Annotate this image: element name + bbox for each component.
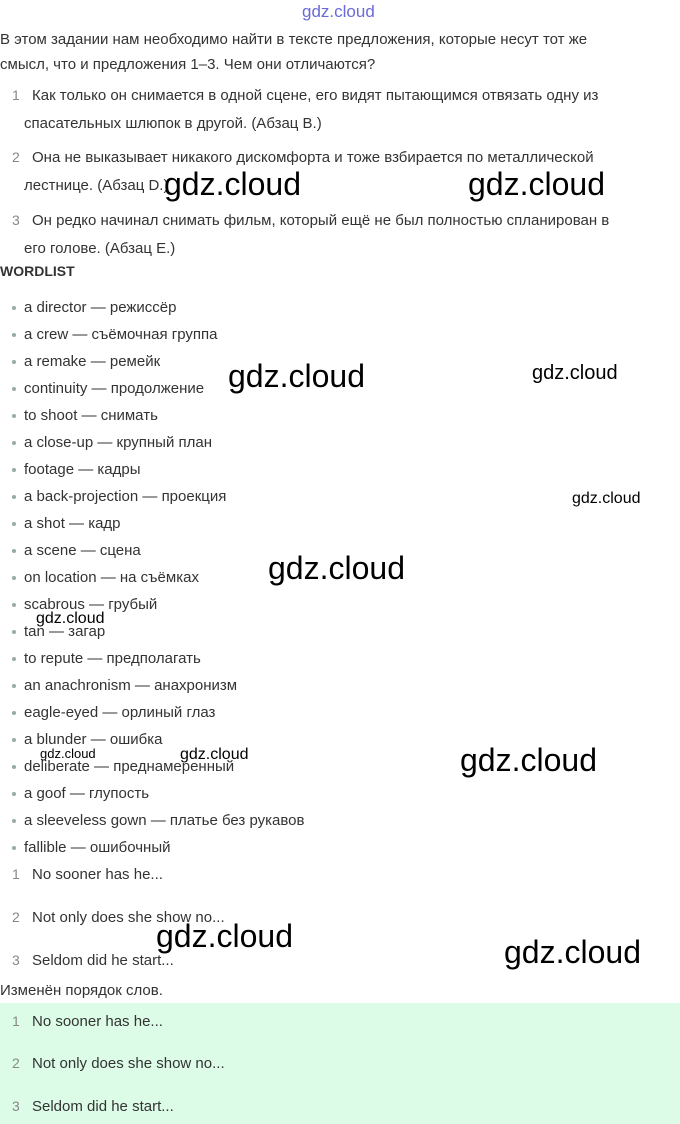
bullet-icon <box>12 684 16 688</box>
bullet-icon <box>12 792 16 796</box>
bullet-icon <box>12 441 16 445</box>
list-item: to shoot — снимать <box>12 406 158 426</box>
list-item: a director — режиссёр <box>12 298 176 318</box>
bullet-icon <box>12 819 16 823</box>
list-item: a blunder — ошибка <box>12 730 162 750</box>
watermark: gdz.cloud <box>36 610 105 627</box>
wordlist-heading: WORDLIST <box>0 263 75 279</box>
answer-number: 3 <box>12 952 20 968</box>
bullet-icon <box>12 306 16 310</box>
bullet-icon <box>12 333 16 337</box>
list-item: a back-projection — проекция <box>12 487 226 507</box>
answer-text: No sooner has he... <box>32 1013 163 1030</box>
task-item-number: 3 <box>12 212 20 228</box>
conclusion-text: Изменён порядок слов. <box>0 982 163 999</box>
list-item: scabrous — грубый <box>12 595 157 615</box>
answer-number: 3 <box>12 1098 20 1114</box>
list-item: continuity — продолжение <box>12 379 204 399</box>
bullet-icon <box>12 576 16 580</box>
watermark: gdz.cloud <box>156 918 293 954</box>
answer-number: 2 <box>12 1055 20 1071</box>
bullet-icon <box>12 468 16 472</box>
list-item: fallible — ошибочный <box>12 838 170 858</box>
watermark: gdz.cloud <box>268 550 405 586</box>
list-item: tan — загар <box>12 622 105 642</box>
task-item-text: Он редко начинал снимать фильм, который ещё не был полностью спланирован в <box>32 212 610 229</box>
bullet-icon <box>12 360 16 364</box>
watermark: gdz.cloud <box>228 358 365 394</box>
task-item-text: Она не выказывает никакого дискомфорта и тоже взбирается по металлической <box>32 149 594 166</box>
list-item: deliberate — преднамеренный <box>12 757 234 777</box>
watermark: gdz.cloud <box>460 742 597 778</box>
bullet-icon <box>12 549 16 553</box>
bullet-icon <box>12 846 16 850</box>
bullet-icon <box>12 657 16 661</box>
list-item: footage — кадры <box>12 460 141 480</box>
watermark: gdz.cloud <box>180 746 249 763</box>
answer-text: No sooner has he... <box>32 866 163 883</box>
watermark: gdz.cloud <box>468 166 605 202</box>
task-item-text: его голове. (Абзац Е.) <box>24 240 176 257</box>
task-item-number: 1 <box>12 87 20 103</box>
answer-text: Seldom did he start... <box>32 952 174 969</box>
bullet-icon <box>12 711 16 715</box>
watermark: gdz.cloud <box>532 362 618 384</box>
bullet-icon <box>12 387 16 391</box>
task-item-text: лестнице. (Абзац D.) <box>24 177 169 194</box>
answer-text: Seldom did he start... <box>32 1098 174 1115</box>
list-item: a scene — сцена <box>12 541 141 561</box>
bullet-icon <box>12 603 16 607</box>
task-text-line2: смысл, что и предложения 1–3. Чем они отличаются? <box>0 56 376 73</box>
list-item: on location — на съёмках <box>12 568 199 588</box>
task-item-text: Как только он снимается в одной сцене, его видят пытающимся отвязать одну из <box>32 87 599 104</box>
answer-text: Not only does she show no... <box>32 1055 225 1072</box>
task-item-number: 2 <box>12 149 20 165</box>
site-logo[interactable]: gdz.cloud <box>302 2 375 21</box>
watermark: gdz.cloud <box>164 166 301 202</box>
bullet-icon <box>12 630 16 634</box>
list-item: an anachronism — анахронизм <box>12 676 237 696</box>
task-text-line1: В этом задании нам необходимо найти в тексте предложения, которые несут тот же <box>0 31 588 48</box>
watermark: gdz.cloud <box>40 746 96 761</box>
answer-number: 2 <box>12 909 20 925</box>
bullet-icon <box>12 495 16 499</box>
list-item: eagle-eyed — орлиный глаз <box>12 703 215 723</box>
bullet-icon <box>12 738 16 742</box>
list-item: a goof — глупость <box>12 784 149 804</box>
list-item: a close-up — крупный план <box>12 433 212 453</box>
watermark: gdz.cloud <box>572 490 641 507</box>
bullet-icon <box>12 414 16 418</box>
list-item: to repute — предполагать <box>12 649 201 669</box>
bullet-icon <box>12 765 16 769</box>
list-item: a shot — кадр <box>12 514 121 534</box>
answer-text: Not only does she show no... <box>32 909 225 926</box>
list-item: a sleeveless gown — платье без рукавов <box>12 811 305 831</box>
list-item: a remake — ремейк <box>12 352 160 372</box>
watermark: gdz.cloud <box>504 934 641 970</box>
list-item: a crew — съёмочная группа <box>12 325 218 345</box>
answer-number: 1 <box>12 1013 20 1029</box>
answer-number: 1 <box>12 866 20 882</box>
bullet-icon <box>12 522 16 526</box>
task-item-text: спасательных шлюпок в другой. (Абзац В.) <box>24 115 322 132</box>
